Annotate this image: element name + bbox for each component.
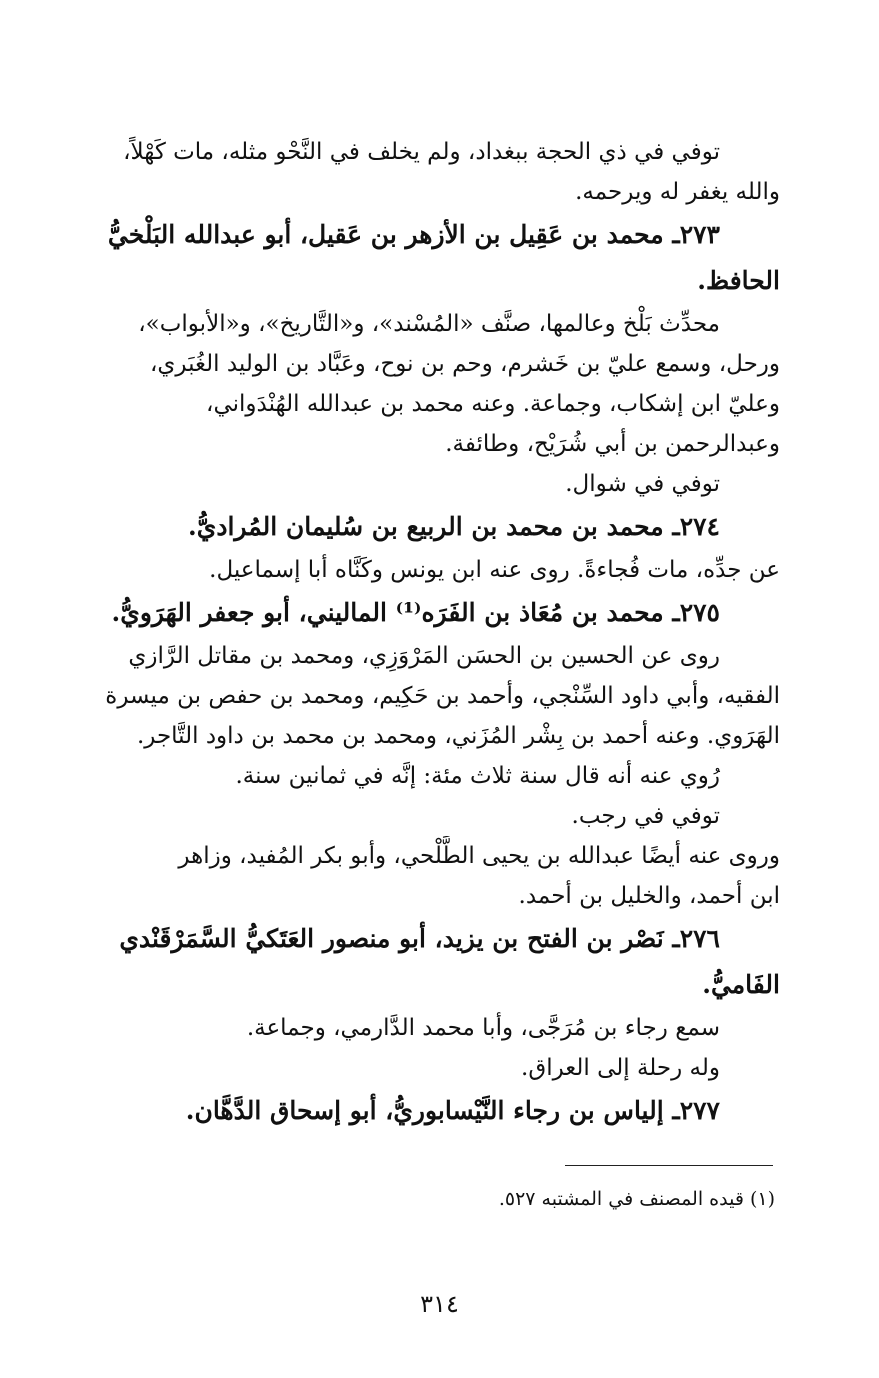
- page-number: ٣١٤: [420, 1290, 459, 1318]
- text-line: توفي في رجب.: [571, 803, 720, 829]
- text-line: وعبدالرحمن بن أبي شُرَيْح، وطائفة.: [445, 431, 780, 457]
- page-body: [60, 132, 780, 1134]
- entry-heading: ٢٧٧ـ إلياس بن رجاء النَّيْسابوريُّ، أبو إسحاق الدَّهَّان.: [185, 1096, 720, 1125]
- text-line: وله رحلة إلى العراق.: [521, 1055, 720, 1081]
- text-line: عن جدِّه، مات فُجاءةً. روى عنه ابن يونس وكَنَّاه أبا إسماعيل.: [209, 557, 780, 583]
- text-line: توفي في شوال.: [565, 471, 720, 497]
- text-line: والله يغفر له ويرحمه.: [575, 179, 780, 205]
- text-line: سمع رجاء بن مُرَجَّى، وأبا محمد الدَّارمي، وجماعة.: [246, 1015, 720, 1041]
- entry-heading: ٢٧٤ـ محمد بن محمد بن الربيع بن سُليمان المُراديُّ.: [188, 512, 720, 541]
- entry-heading: ٢٧٦ـ نَصْر بن الفتح بن يزيد، أبو منصور العَتَكيُّ السَّمَرْقَنْدي: [119, 924, 720, 953]
- entry-heading: الفَاميُّ.: [702, 970, 780, 999]
- text-line: توفي في ذي الحجة ببغداد، ولم يخلف في النَّحْو مثله، مات كَهْلاً،: [123, 139, 720, 165]
- text-line: ورحل، وسمع عليّ بن خَشرم، وحم بن نوح، وعَبَّاد بن الوليد الغُبَري،: [150, 351, 780, 377]
- footnote-divider: [565, 1165, 773, 1166]
- text-line: رُوي عنه أنه قال سنة ثلاث مئة: إنَّه في ثمانين سنة.: [235, 763, 720, 789]
- entry-heading: ٢٧٣ـ محمد بن عَقِيل بن الأزهر بن عَقيل، أبو عبدالله البَلْخيُّ: [107, 220, 720, 249]
- text-line: الهَرَوي. وعنه أحمد بن بِشْر المُزَني، ومحمد بن محمد بن داود التَّاجر.: [136, 723, 780, 749]
- footnote: (١) قيده المصنف في المشتبه ٥٢٧.: [498, 1188, 775, 1210]
- entry-heading: الحافظ.: [697, 266, 780, 295]
- text-line: محدِّث بَلْخ وعالمها، صنَّف «المُسْند»، و«التَّاريخ»، و«الأبواب»،: [138, 311, 720, 337]
- text-line: ابن أحمد، والخليل بن أحمد.: [518, 883, 780, 909]
- text-line: وعليّ ابن إشكاب، وجماعة. وعنه محمد بن عبدالله الهُنْدَواني،: [206, 391, 780, 417]
- text-line: وروى عنه أيضًا عبدالله بن يحيى الطَّلْحي، وأبو بكر المُفيد، وزاهر: [178, 843, 780, 869]
- text-line: الفقيه، وأبي داود السِّنْجي، وأحمد بن حَكِيم، ومحمد بن حفص بن ميسرة: [105, 683, 780, 709]
- entry-heading: ٢٧٥ـ محمد بن مُعَاذ بن الفَرَه⁽¹⁾ الماليني، أبو جعفر الهَرَويُّ.: [111, 598, 720, 627]
- text-line: روى عن الحسين بن الحسَن المَرْوَزِي، ومحمد بن مقاتل الرَّازي: [128, 643, 720, 669]
